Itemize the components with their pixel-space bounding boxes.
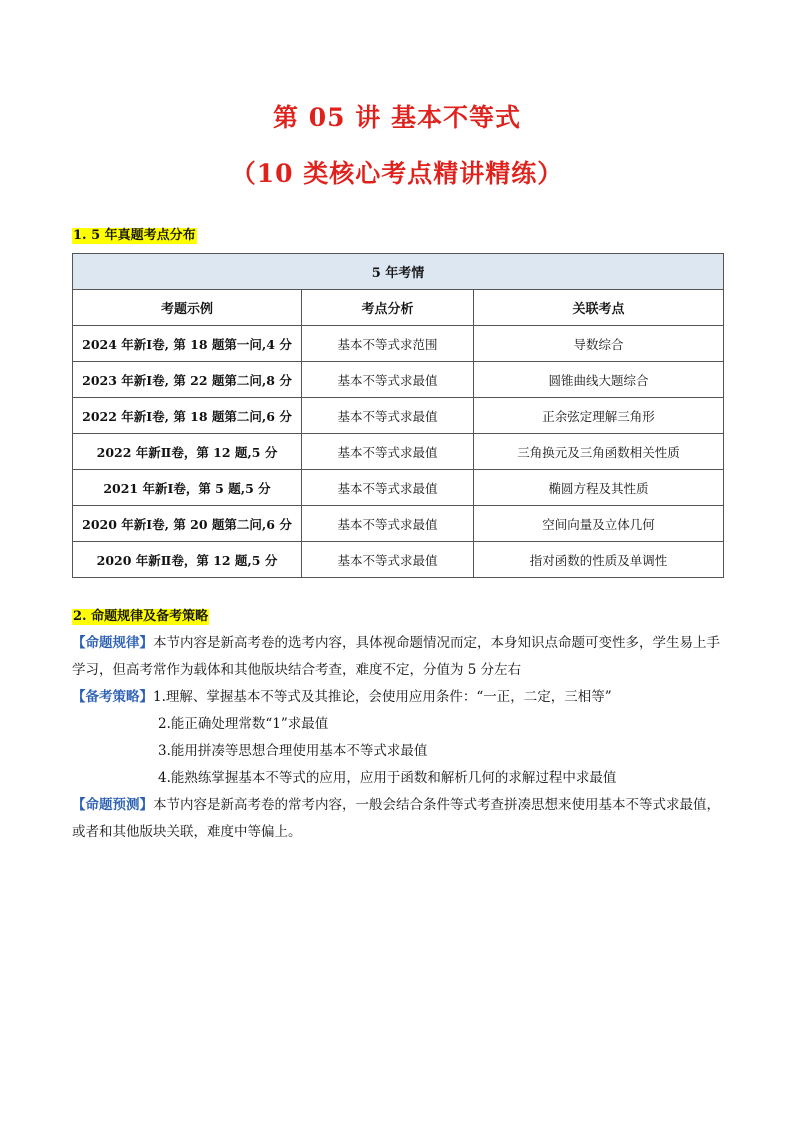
table-row — [73, 398, 724, 434]
rule-paragraph — [72, 630, 726, 684]
table-cell: 2021 年新Ⅰ卷，第 5 题,5 分 — [73, 470, 302, 506]
rule-text: 本节内容是新高考卷的选考内容，具体视命题情况而定，本身知识点命题可变性多，学生易上手学习，但高考常作为载体和其他版块结合考查，难度不定，分值为 5 分左右 — [72, 635, 720, 678]
table-cell: 基本不等式求最值 — [302, 506, 474, 542]
column-header: 考点分析 — [302, 290, 474, 326]
strategy-item: 2.能正确处理常数“1”求最值 — [158, 716, 329, 732]
table-cell: 2022 年新Ⅰ卷, 第 18 题第二问,6 分 — [73, 398, 302, 434]
strategy-paragraph — [72, 684, 726, 711]
table-row — [73, 470, 724, 506]
table-cell: 2020 年新Ⅰ卷, 第 20 题第二问,6 分 — [73, 506, 302, 542]
rule-tag: 【命题规律】 — [72, 635, 153, 651]
table-cell: 2024 年新Ⅰ卷, 第 18 题第一问,4 分 — [73, 326, 302, 362]
table-cell: 基本不等式求最值 — [302, 542, 474, 578]
strategy-tag: 【备考策略】 — [72, 689, 153, 705]
table-cell: 正余弦定理解三角形 — [474, 398, 724, 434]
column-header: 考题示例 — [73, 290, 302, 326]
table-row — [73, 326, 724, 362]
predict-tag: 【命题预测】 — [72, 797, 153, 813]
predict-text: 本节内容是新高考卷的常考内容，一般会结合条件等式考查拼凑思想来使用基本不等式求最值，或者和其他版块关联，难度中等偏上。 — [72, 797, 720, 840]
strategy-item: 3.能用拼凑等思想合理使用基本不等式求最值 — [158, 743, 428, 759]
table-row — [73, 362, 724, 398]
table-cell: 圆锥曲线大题综合 — [474, 362, 724, 398]
table-header-row — [73, 290, 724, 326]
table-row — [73, 542, 724, 578]
predict-paragraph — [72, 792, 726, 846]
table-cell: 2020 年新Ⅱ卷，第 12 题,5 分 — [73, 542, 302, 578]
page-title: 第 05 讲 基本不等式 — [273, 103, 521, 132]
table-cell: 导数综合 — [474, 326, 724, 362]
table-cell: 基本不等式求最值 — [302, 398, 474, 434]
table-cell: 空间向量及立体几何 — [474, 506, 724, 542]
section-heading-exam-distribution: 1. 5 年真题考点分布 — [73, 228, 196, 243]
table-cell: 基本不等式求最值 — [302, 470, 474, 506]
strategy-item: 4.能熟练掌握基本不等式的应用，应用于函数和解析几何的求解过程中求最值 — [158, 770, 617, 786]
table-cell: 2022 年新Ⅱ卷，第 12 题,5 分 — [73, 434, 302, 470]
column-header: 关联考点 — [474, 290, 724, 326]
table-caption: 5 年考情 — [73, 254, 724, 290]
table-cell: 指对函数的性质及单调性 — [474, 542, 724, 578]
table-row — [73, 434, 724, 470]
table-cell: 基本不等式求最值 — [302, 362, 474, 398]
page-subtitle: （10 类核心考点精讲精练） — [230, 159, 564, 188]
table-cell: 2023 年新Ⅰ卷, 第 22 题第二问,8 分 — [73, 362, 302, 398]
table-cell: 三角换元及三角函数相关性质 — [474, 434, 724, 470]
table-cell: 基本不等式求最值 — [302, 434, 474, 470]
strategy-item: 1.理解、掌握基本不等式及其推论，会使用应用条件：“一正，二定，三相等” — [153, 689, 612, 705]
table-row — [73, 506, 724, 542]
table-cell: 椭圆方程及其性质 — [474, 470, 724, 506]
exam-distribution-table — [72, 253, 724, 578]
section-heading-strategy: 2. 命题规律及备考策略 — [73, 609, 209, 624]
table-cell: 基本不等式求范围 — [302, 326, 474, 362]
